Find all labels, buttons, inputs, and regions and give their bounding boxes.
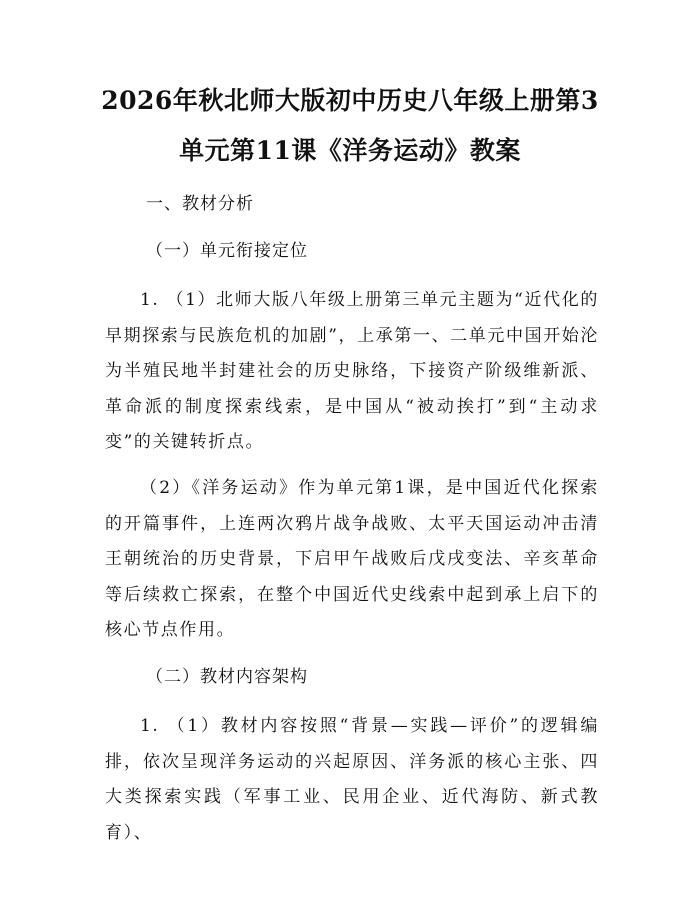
document-title-line-2: 单元第11课《洋务运动》教案 — [179, 136, 521, 165]
paragraph-lesson-role: （2）《洋务运动》作为单元第1课，是中国近代化探索的开篇事件，上连两次鸦片战争战败、太平天国运动冲击清王朝统治的历史背景，下启甲午战败后戊戌变法、辛亥革命等后续救亡探索，在整个中国近代史线索中起到承上启下的核心节点作用。 — [105, 478, 599, 640]
section-heading-textbook-analysis: 一、教材分析 — [146, 194, 254, 214]
paragraph-content-logic: 1. （1）教材内容按照“背景—实践—评价”的逻辑编排，依次呈现洋务运动的兴起原因、洋务派的核心主张、四大类探索实践（军事工业、民用企业、近代海防、新式教育）、 — [105, 716, 599, 843]
subsection-heading-unit-positioning: （一）单元衔接定位 — [146, 241, 308, 261]
paragraph-unit-theme: 1. （1）北师大版八年级上册第三单元主题为“近代化的早期探索与民族危机的加剧”，上承第一、二单元中国开始沦为半殖民地半封建社会的历史脉络，下接资产阶级维新派、革命派的制度探索线索，是中国从“被动挨打”到“主动求变”的关键转折点。 — [105, 290, 599, 452]
document-title-line-1: 2026年秋北师大版初中历史八年级上册第3 — [101, 86, 599, 115]
subsection-heading-content-structure: （二）教材内容架构 — [146, 667, 308, 687]
